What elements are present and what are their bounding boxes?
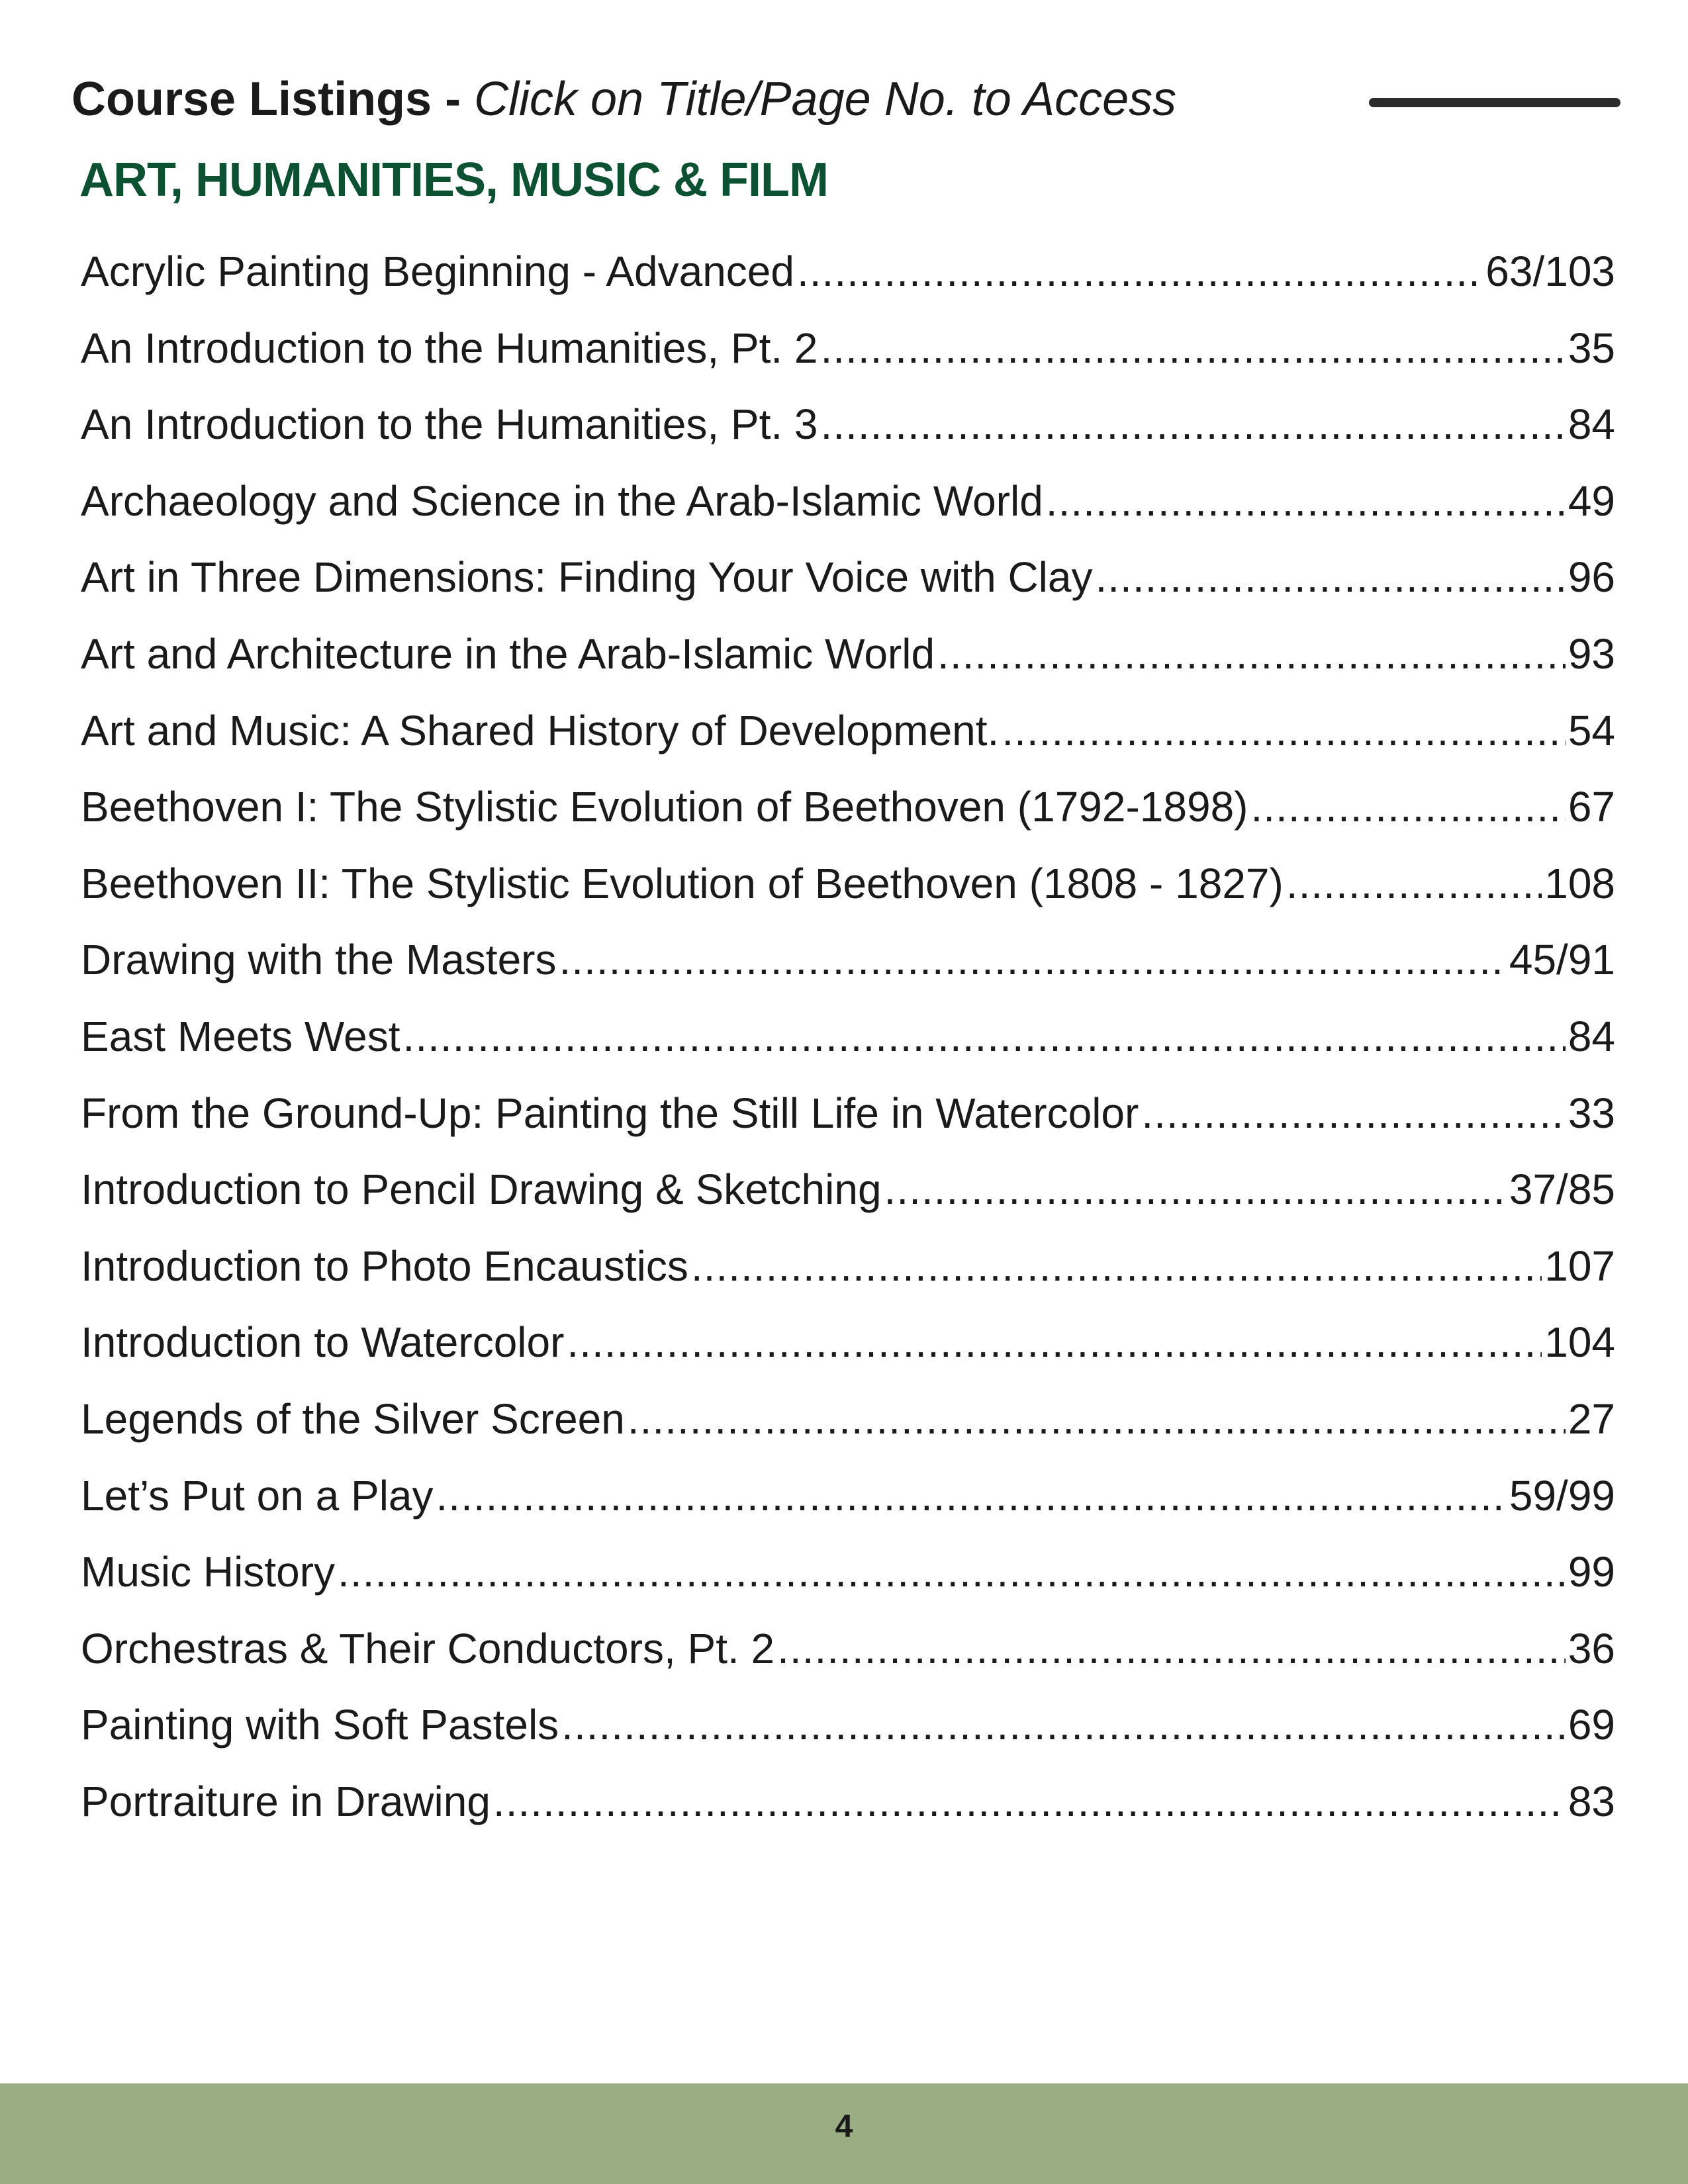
dot-leader bbox=[493, 1768, 1566, 1835]
course-title-link[interactable]: From the Ground-Up: Painting the Still Life in Watercolor bbox=[81, 1089, 1139, 1137]
course-title-link[interactable]: Portraiture in Drawing bbox=[81, 1777, 491, 1825]
course-title-link[interactable]: Orchestras & Their Conductors, Pt. 2 bbox=[81, 1624, 775, 1672]
course-title-link[interactable]: Painting with Soft Pastels bbox=[81, 1701, 559, 1749]
course-list-item[interactable] bbox=[81, 698, 1615, 774]
page-header bbox=[71, 66, 1620, 132]
course-list-item[interactable] bbox=[81, 1692, 1615, 1768]
course-page-number-link[interactable]: 54 bbox=[1568, 706, 1615, 754]
course-page-number-link[interactable]: 104 bbox=[1544, 1318, 1615, 1367]
header-title-bold: Course Listings - bbox=[71, 73, 475, 126]
course-title-link[interactable]: Art and Architecture in the Arab-Islamic World bbox=[81, 629, 935, 678]
course-page-number-link[interactable]: 59/99 bbox=[1509, 1471, 1615, 1520]
course-list-item[interactable] bbox=[81, 1309, 1615, 1386]
course-page-number-link[interactable]: 35 bbox=[1568, 324, 1615, 372]
course-list-item[interactable] bbox=[81, 1080, 1615, 1157]
course-page-number-link[interactable]: 84 bbox=[1568, 1012, 1615, 1060]
course-list-item[interactable] bbox=[81, 238, 1615, 315]
course-list-item[interactable] bbox=[81, 621, 1615, 698]
course-list-item[interactable] bbox=[81, 468, 1615, 545]
course-page-number-link[interactable]: 69 bbox=[1568, 1701, 1615, 1749]
dot-leader bbox=[559, 927, 1506, 993]
dot-leader bbox=[403, 1003, 1566, 1069]
course-page-number-link[interactable]: 63/103 bbox=[1485, 248, 1615, 295]
dot-leader bbox=[561, 1692, 1566, 1758]
header-title bbox=[71, 66, 1176, 132]
course-page-number-link[interactable]: 49 bbox=[1568, 477, 1615, 525]
course-list-item[interactable] bbox=[81, 391, 1615, 468]
course-list-item[interactable] bbox=[81, 1463, 1615, 1539]
course-page-number-link[interactable]: 84 bbox=[1568, 400, 1615, 449]
course-title-link[interactable]: Music History bbox=[81, 1548, 336, 1596]
course-list-item[interactable] bbox=[81, 1768, 1615, 1845]
course-title-link[interactable]: Introduction to Watercolor bbox=[81, 1318, 565, 1367]
course-list-item[interactable] bbox=[81, 1539, 1615, 1615]
dot-leader bbox=[937, 621, 1566, 687]
course-page-number-link[interactable]: 37/85 bbox=[1509, 1165, 1615, 1214]
course-title-link[interactable]: Beethoven II: The Stylistic Evolution of Beethoven (1808 - 1827) bbox=[81, 859, 1284, 907]
dot-leader bbox=[628, 1386, 1566, 1452]
dot-leader bbox=[1046, 468, 1566, 534]
dot-leader bbox=[567, 1309, 1542, 1375]
course-title-link[interactable]: Art in Three Dimensions: Finding Your Voice with Clay bbox=[81, 553, 1093, 602]
header-divider-line bbox=[1369, 98, 1620, 107]
course-title-link[interactable]: Archaeology and Science in the Arab-Islamic World bbox=[81, 477, 1043, 525]
course-list-item[interactable] bbox=[81, 544, 1615, 621]
dot-leader bbox=[436, 1463, 1507, 1529]
dot-leader bbox=[338, 1539, 1566, 1605]
course-title-link[interactable]: An Introduction to the Humanities, Pt. 2 bbox=[81, 324, 818, 372]
course-page-number-link[interactable]: 36 bbox=[1568, 1624, 1615, 1672]
course-title-link[interactable]: Let’s Put on a Play bbox=[81, 1471, 434, 1520]
course-title-link[interactable]: Legends of the Silver Screen bbox=[81, 1394, 625, 1443]
course-title-link[interactable]: East Meets West bbox=[81, 1012, 400, 1060]
dot-leader bbox=[777, 1615, 1566, 1682]
course-list-item[interactable] bbox=[81, 774, 1615, 850]
course-list bbox=[81, 238, 1615, 1844]
course-title-link[interactable]: Beethoven I: The Stylistic Evolution of Beethoven (1792-1898) bbox=[81, 783, 1248, 831]
course-list-item[interactable] bbox=[81, 315, 1615, 392]
course-list-item[interactable] bbox=[81, 1003, 1615, 1080]
course-page-number-link[interactable]: 33 bbox=[1568, 1089, 1615, 1137]
course-page-number-link[interactable]: 96 bbox=[1568, 553, 1615, 602]
dot-leader bbox=[1141, 1080, 1566, 1146]
course-title-link[interactable]: Art and Music: A Shared History of Development. bbox=[81, 706, 1000, 754]
course-page-number-link[interactable]: 108 bbox=[1544, 859, 1615, 907]
dot-leader bbox=[821, 391, 1566, 457]
course-list-item[interactable] bbox=[81, 1615, 1615, 1692]
dot-leader bbox=[884, 1156, 1507, 1222]
course-page-number-link[interactable]: 93 bbox=[1568, 629, 1615, 678]
course-list-item[interactable] bbox=[81, 850, 1615, 927]
dot-leader bbox=[1002, 698, 1566, 764]
course-title-link[interactable]: Drawing with the Masters bbox=[81, 936, 557, 984]
course-list-item[interactable] bbox=[81, 927, 1615, 1003]
dot-leader bbox=[1286, 850, 1542, 917]
dot-leader bbox=[797, 238, 1483, 304]
header-title-instruction: Click on Title/Page No. to Access bbox=[474, 73, 1177, 126]
dot-leader bbox=[821, 315, 1566, 381]
course-list-item[interactable] bbox=[81, 1233, 1615, 1310]
dot-leader bbox=[1250, 774, 1565, 840]
footer-page-number: 4 bbox=[835, 2109, 853, 2144]
course-page-number-link[interactable]: 27 bbox=[1568, 1394, 1615, 1443]
course-list-item[interactable] bbox=[81, 1156, 1615, 1233]
course-page-number-link[interactable]: 67 bbox=[1568, 783, 1615, 831]
dot-leader bbox=[1095, 544, 1565, 610]
course-page-number-link[interactable]: 107 bbox=[1544, 1242, 1615, 1290]
dot-leader bbox=[691, 1233, 1542, 1299]
course-page-number-link[interactable]: 83 bbox=[1568, 1777, 1615, 1825]
course-title-link[interactable]: Acrylic Painting Beginning - Advanced bbox=[81, 248, 794, 295]
course-list-item[interactable] bbox=[81, 1386, 1615, 1463]
course-title-link[interactable]: Introduction to Pencil Drawing & Sketching bbox=[81, 1165, 882, 1214]
footer-band bbox=[0, 2083, 1688, 2184]
course-title-link[interactable]: An Introduction to the Humanities, Pt. 3 bbox=[81, 400, 818, 449]
course-page-number-link[interactable]: 45/91 bbox=[1509, 936, 1615, 984]
section-heading: ART, HUMANITIES, MUSIC & FILM bbox=[79, 154, 828, 206]
course-page-number-link[interactable]: 99 bbox=[1568, 1548, 1615, 1596]
course-title-link[interactable]: Introduction to Photo Encaustics bbox=[81, 1242, 688, 1290]
